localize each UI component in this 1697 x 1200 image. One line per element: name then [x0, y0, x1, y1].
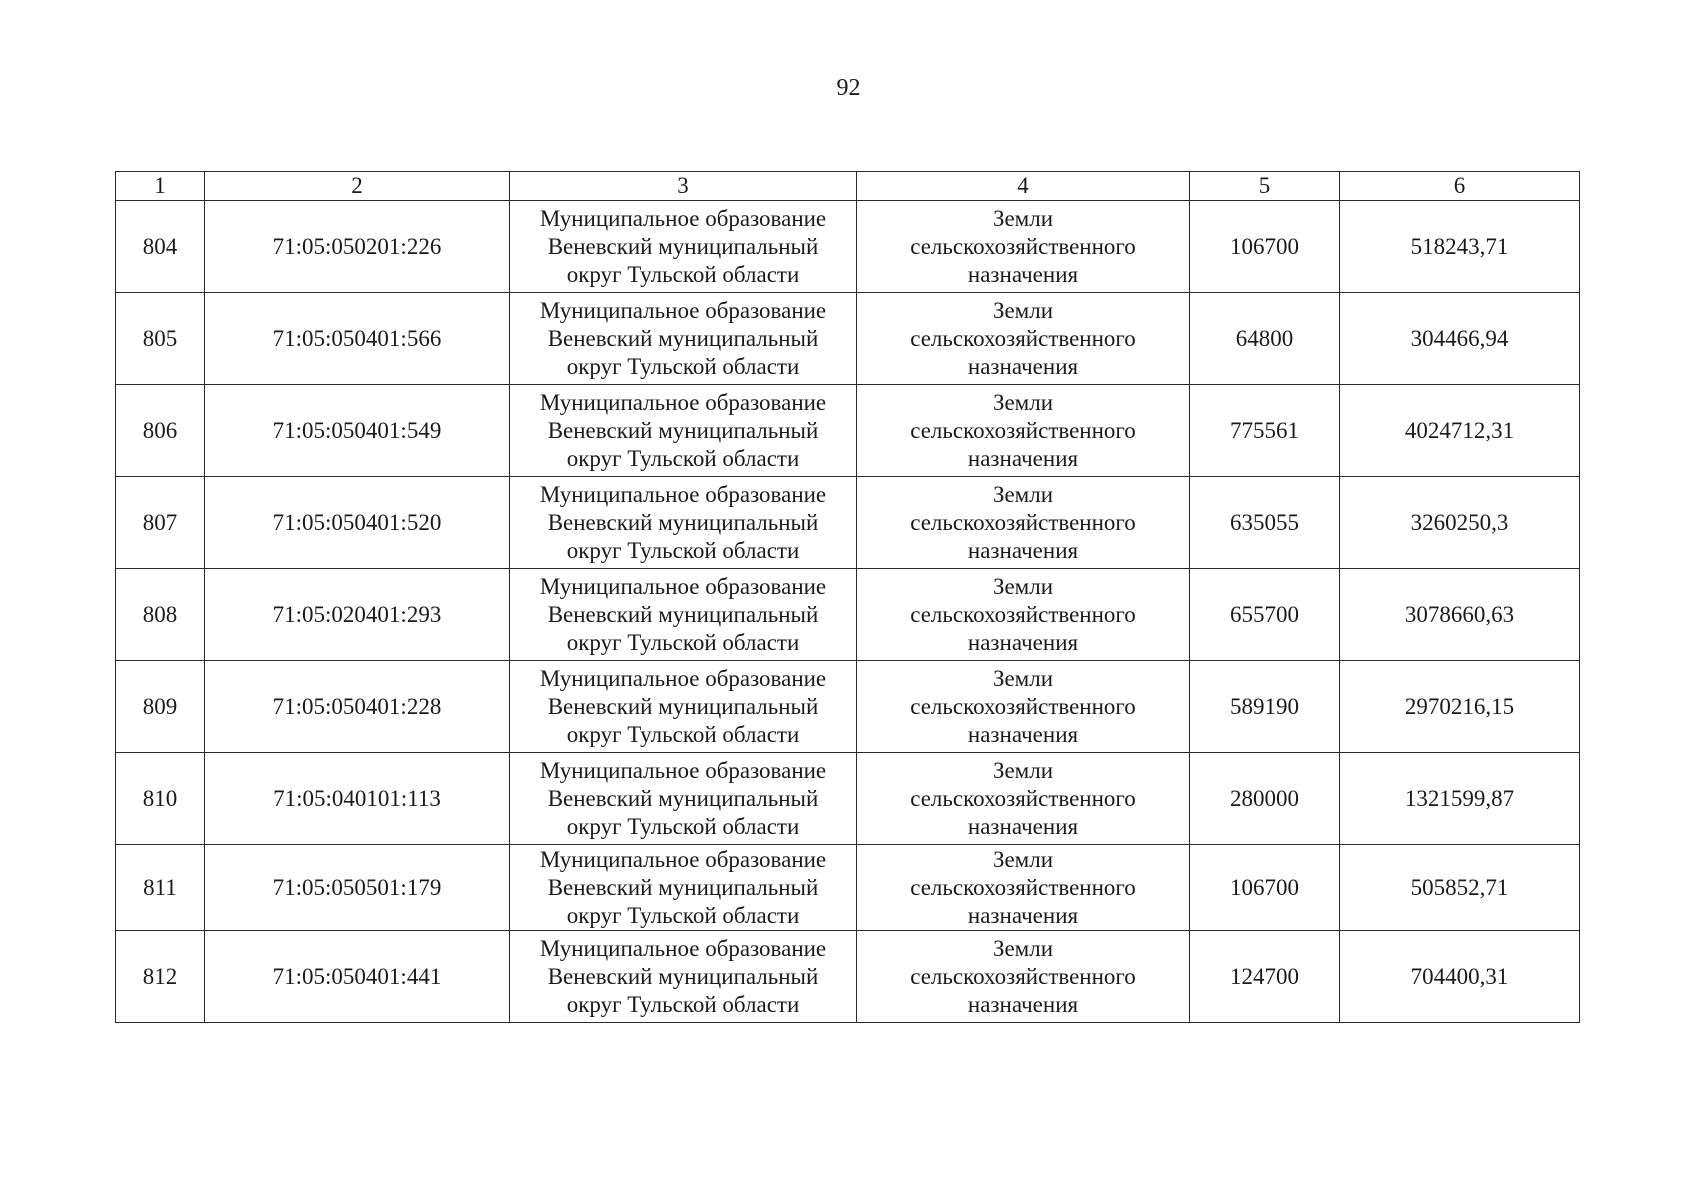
owner-line: округ Тульской области: [566, 261, 800, 287]
row-number: 809: [116, 661, 205, 753]
category-line: сельскохозяйственного: [910, 325, 1136, 351]
category-line: сельскохозяйственного: [910, 874, 1136, 900]
row-number: 810: [116, 753, 205, 845]
category-line: назначения: [967, 813, 1079, 839]
category-cell: [857, 385, 1190, 477]
owner-line: Муниципальное образование: [539, 846, 827, 872]
cadastral-number: 71:05:050401:520: [205, 477, 510, 569]
owner-line: Муниципальное образование: [539, 573, 827, 599]
category-cell: [857, 753, 1190, 845]
owner-line: Веневский муниципальный: [547, 693, 819, 719]
owner-cell: [510, 753, 857, 845]
owner-cell: [510, 569, 857, 661]
table-row: [116, 753, 1580, 845]
category-line: Земли: [992, 481, 1054, 507]
owner-line: округ Тульской области: [566, 537, 800, 563]
table-row: [116, 201, 1580, 293]
cadastral-value: 304466,94: [1340, 293, 1580, 385]
row-number: 804: [116, 201, 205, 293]
owner-cell: [510, 931, 857, 1023]
cadastral-value: 2970216,15: [1340, 661, 1580, 753]
owner-line: Веневский муниципальный: [547, 417, 819, 443]
category-line: назначения: [967, 721, 1079, 747]
cadastral-number: 71:05:050401:549: [205, 385, 510, 477]
owner-line: округ Тульской области: [566, 813, 800, 839]
owner-line: округ Тульской области: [566, 721, 800, 747]
row-number: 812: [116, 931, 205, 1023]
owner-cell: [510, 845, 857, 931]
table-row: [116, 845, 1580, 931]
category-line: сельскохозяйственного: [910, 785, 1136, 811]
category-line: Земли: [992, 757, 1054, 783]
owner-line: Веневский муниципальный: [547, 963, 819, 989]
column-header: 1: [116, 172, 205, 201]
owner-line: округ Тульской области: [566, 353, 800, 379]
owner-line: Муниципальное образование: [539, 205, 827, 231]
category-line: Земли: [992, 205, 1054, 231]
owner-line: Муниципальное образование: [539, 665, 827, 691]
category-cell: [857, 293, 1190, 385]
cadastral-number: 71:05:050401:441: [205, 931, 510, 1023]
row-number: 807: [116, 477, 205, 569]
table-row: [116, 569, 1580, 661]
owner-line: округ Тульской области: [566, 991, 800, 1017]
category-line: назначения: [967, 991, 1079, 1017]
cadastral-value: 3260250,3: [1340, 477, 1580, 569]
cadastral-number: 71:05:020401:293: [205, 569, 510, 661]
land-plots-table: [115, 171, 1580, 1023]
category-line: сельскохозяйственного: [910, 693, 1136, 719]
category-line: назначения: [967, 353, 1079, 379]
category-line: Земли: [992, 665, 1054, 691]
owner-line: округ Тульской области: [566, 629, 800, 655]
owner-line: Веневский муниципальный: [547, 233, 819, 259]
cadastral-number: 71:05:050201:226: [205, 201, 510, 293]
cadastral-value: 704400,31: [1340, 931, 1580, 1023]
category-line: назначения: [967, 537, 1079, 563]
category-line: назначения: [967, 261, 1079, 287]
column-header: 3: [510, 172, 857, 201]
category-line: сельскохозяйственного: [910, 601, 1136, 627]
column-header: 2: [205, 172, 510, 201]
category-cell: [857, 477, 1190, 569]
table-row: [116, 293, 1580, 385]
owner-cell: [510, 293, 857, 385]
category-line: Земли: [992, 389, 1054, 415]
category-line: сельскохозяйственного: [910, 963, 1136, 989]
owner-line: Веневский муниципальный: [547, 601, 819, 627]
category-cell: [857, 201, 1190, 293]
area-value: 106700: [1190, 845, 1340, 931]
category-line: Земли: [992, 573, 1054, 599]
category-line: Земли: [992, 846, 1054, 872]
owner-cell: [510, 477, 857, 569]
category-cell: [857, 661, 1190, 753]
category-line: сельскохозяйственного: [910, 509, 1136, 535]
owner-line: Муниципальное образование: [539, 297, 827, 323]
table-row: [116, 661, 1580, 753]
page-number: 92: [836, 75, 861, 101]
owner-cell: [510, 385, 857, 477]
table-row: [116, 385, 1580, 477]
category-cell: [857, 569, 1190, 661]
table-header-row: [116, 172, 1580, 201]
table-row: [116, 477, 1580, 569]
area-value: 635055: [1190, 477, 1340, 569]
cadastral-value: 518243,71: [1340, 201, 1580, 293]
column-header: 6: [1340, 172, 1580, 201]
area-value: 106700: [1190, 201, 1340, 293]
category-line: назначения: [967, 902, 1079, 928]
column-header: 4: [857, 172, 1190, 201]
category-line: сельскохозяйственного: [910, 233, 1136, 259]
owner-cell: [510, 201, 857, 293]
category-cell: [857, 845, 1190, 931]
owner-line: Веневский муниципальный: [547, 509, 819, 535]
row-number: 808: [116, 569, 205, 661]
row-number: 806: [116, 385, 205, 477]
category-line: Земли: [992, 297, 1054, 323]
category-line: назначения: [967, 629, 1079, 655]
owner-line: Муниципальное образование: [539, 757, 827, 783]
column-header: 5: [1190, 172, 1340, 201]
area-value: 775561: [1190, 385, 1340, 477]
cadastral-value: 1321599,87: [1340, 753, 1580, 845]
owner-line: Муниципальное образование: [539, 481, 827, 507]
table-row: [116, 931, 1580, 1023]
cadastral-value: 505852,71: [1340, 845, 1580, 931]
row-number: 811: [116, 845, 205, 931]
area-value: 280000: [1190, 753, 1340, 845]
owner-line: Муниципальное образование: [539, 935, 827, 961]
category-cell: [857, 931, 1190, 1023]
owner-line: Веневский муниципальный: [547, 785, 819, 811]
cadastral-number: 71:05:040101:113: [205, 753, 510, 845]
owner-line: Муниципальное образование: [539, 389, 827, 415]
cadastral-value: 3078660,63: [1340, 569, 1580, 661]
owner-line: Веневский муниципальный: [547, 325, 819, 351]
area-value: 589190: [1190, 661, 1340, 753]
area-value: 64800: [1190, 293, 1340, 385]
cadastral-number: 71:05:050401:228: [205, 661, 510, 753]
owner-cell: [510, 661, 857, 753]
owner-line: Веневский муниципальный: [547, 874, 819, 900]
cadastral-value: 4024712,31: [1340, 385, 1580, 477]
area-value: 124700: [1190, 931, 1340, 1023]
owner-line: округ Тульской области: [566, 902, 800, 928]
category-line: Земли: [992, 935, 1054, 961]
category-line: назначения: [967, 445, 1079, 471]
owner-line: округ Тульской области: [566, 445, 800, 471]
category-line: сельскохозяйственного: [910, 417, 1136, 443]
area-value: 655700: [1190, 569, 1340, 661]
row-number: 805: [116, 293, 205, 385]
cadastral-number: 71:05:050501:179: [205, 845, 510, 931]
cadastral-number: 71:05:050401:566: [205, 293, 510, 385]
